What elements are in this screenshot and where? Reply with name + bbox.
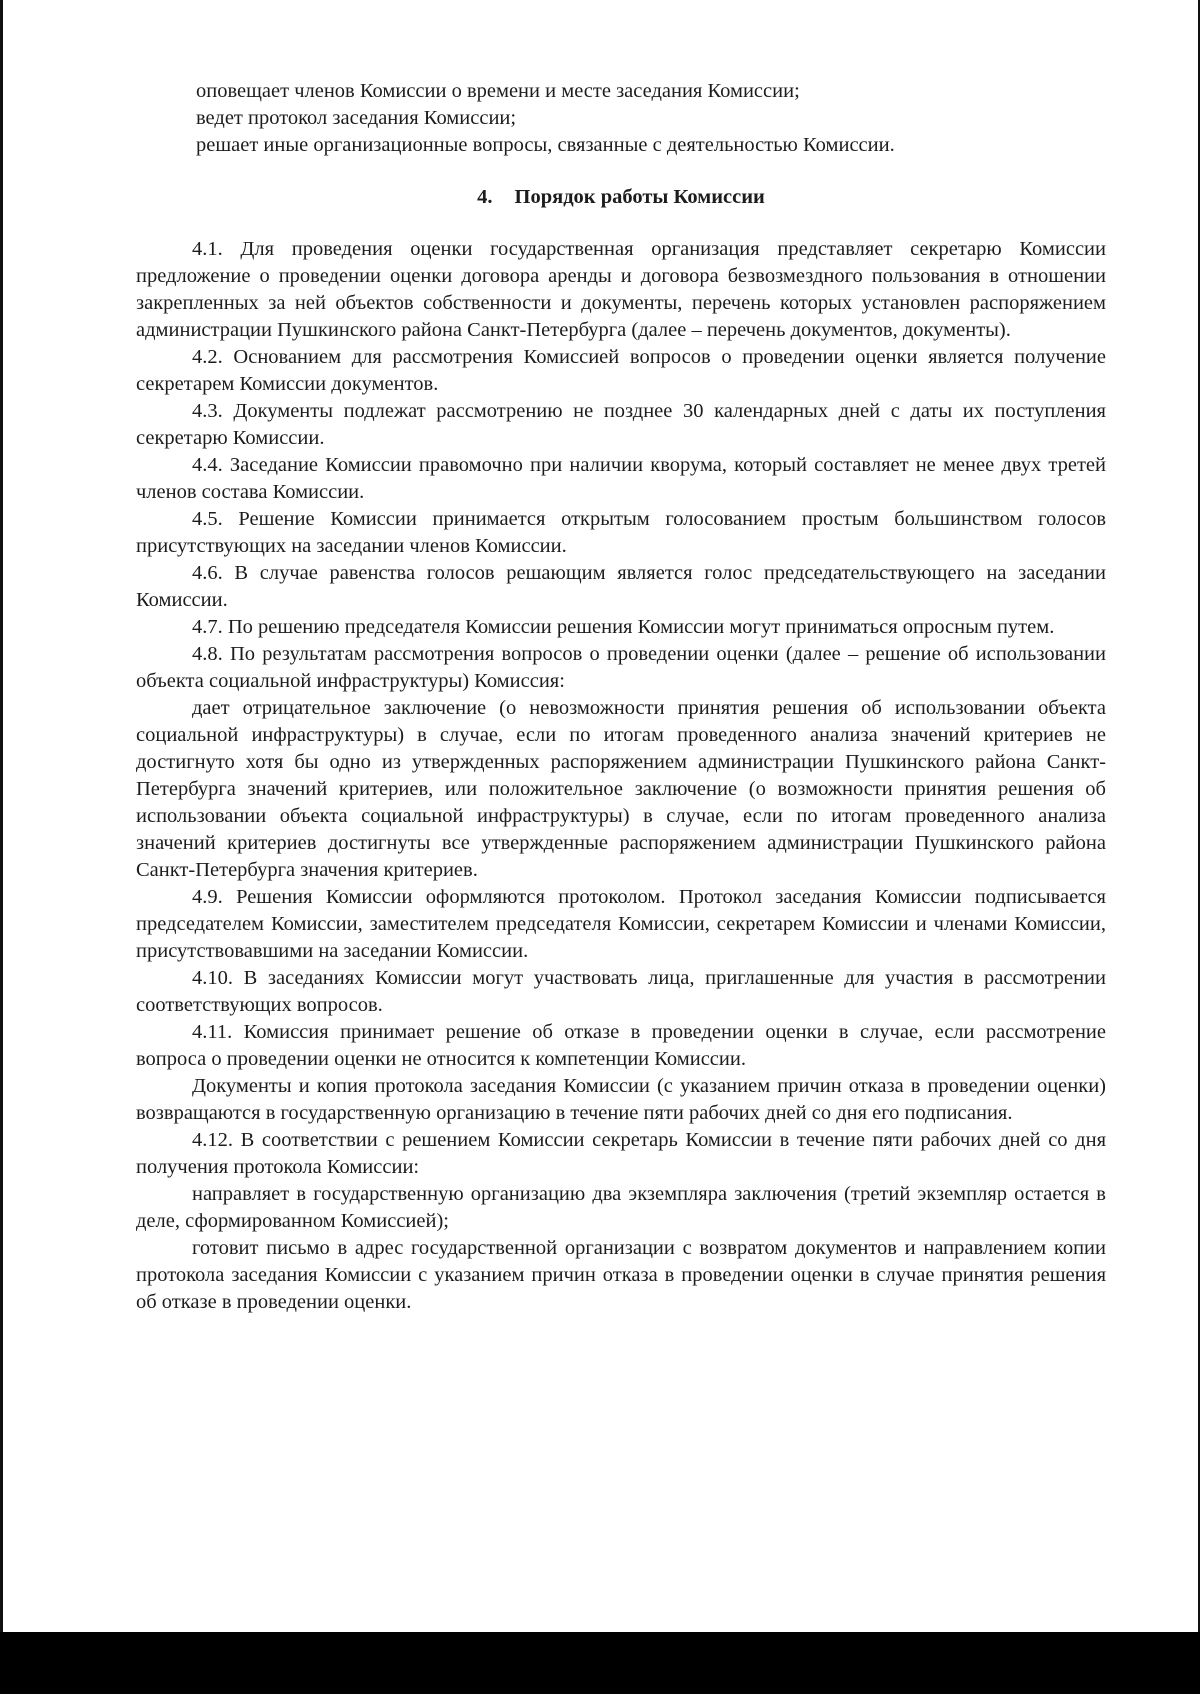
paragraph-4-12-letter: готовит письмо в адрес государственной организации с возвратом документов и направлением копии протокола заседания Комиссии с указанием причин отказа в проведении оценки в случае принятия решения об отказе в проведении оценки. xyxy=(136,1237,1106,1313)
paragraph-4-11-documents: Документы и копия протокола заседания Комиссии (с указанием причин отказа в проведении оценки) возвращаются в государственную организацию в течение пяти рабочих дней со дня его подписания. xyxy=(136,1075,1106,1124)
paragraph-4-10: 4.10. В заседаниях Комиссии могут участвовать лица, приглашенные для участия в рассмотрении соответствующих вопросов. xyxy=(136,967,1106,1016)
paragraph-4-11: 4.11. Комиссия принимает решение об отказе в проведении оценки в случае, если рассмотрение вопроса о проведении оценки не относится к компетенции Комиссии. xyxy=(136,1021,1106,1070)
intro-line-3: решает иные организационные вопросы, связанные с деятельностью Комиссии. xyxy=(196,134,895,156)
section-heading xyxy=(136,184,1106,211)
intro-line-1: оповещает членов Комиссии о времени и месте заседания Комиссии; xyxy=(196,80,800,102)
paragraph-4-4: 4.4. Заседание Комиссии правомочно при наличии кворума, который составляет не менее двух третей членов состава Комиссии. xyxy=(136,454,1106,503)
paragraph-4-3: 4.3. Документы подлежат рассмотрению не позднее 30 календарных дней с даты их поступления секретарю Комиссии. xyxy=(136,400,1106,449)
section-number: 4. xyxy=(477,186,493,208)
intro-line-2: ведет протокол заседания Комиссии; xyxy=(196,107,517,129)
paragraph-4-1: 4.1. Для проведения оценки государственная организация представляет секретарю Комиссии предложение о проведении оценки договора аренды и договора безвозмездного пользования в отношении закрепленных за ней объектов собственности и документы, перечень которых установлен распоряжением администрации Пушкинского района Санкт-Петербурга (далее – перечень документов, документы). xyxy=(136,238,1106,341)
paragraph-4-9: 4.9. Решения Комиссии оформляются протоколом. Протокол заседания Комиссии подписывается председателем Комиссии, заместителем председателя Комиссии, секретарем Комиссии и членами Комиссии, присутствовавшими на заседании Комиссии. xyxy=(136,886,1106,962)
paragraph-4-5: 4.5. Решение Комиссии принимается открытым голосованием простым большинством голосов присутствующих на заседании членов Комиссии. xyxy=(136,508,1106,557)
scan-left-edge xyxy=(0,0,3,1632)
document-page xyxy=(136,78,1106,1316)
scan-bottom-band xyxy=(0,1632,1200,1694)
paragraph-4-7: 4.7. По решению председателя Комиссии решения Комиссии могут приниматься опросным путем. xyxy=(192,616,1055,638)
paragraph-4-8: 4.8. По результатам рассмотрения вопросов о проведении оценки (далее – решение об использовании объекта социальной инфраструктуры) Комиссия: xyxy=(136,643,1106,692)
paragraph-4-6: 4.6. В случае равенства голосов решающим является голос председательствующего на заседании Комиссии. xyxy=(136,562,1106,611)
paragraph-4-8-conclusion: дает отрицательное заключение (о невозможности принятия решения об использовании объекта социальной инфраструктуры) в случае, если по итогам проведенного анализа значений критериев не достигнуто хотя бы одно из утвержденных распоряжением администрации Пушкинского района Санкт-Петербурга значений критериев, или положительное заключение (о возможности принятия решения об использовании объекта социальной инфраструктуры) в случае, если по итогам проведенного анализа значений критериев достигнуты все утвержденные распоряжением администрации Пушкинского района Санкт-Петербурга значения критериев. xyxy=(136,697,1106,881)
paragraph-4-12-sends: направляет в государственную организацию два экземпляра заключения (третий экземпляр остается в деле, сформированном Комиссией); xyxy=(136,1183,1106,1232)
paragraph-4-12: 4.12. В соответствии с решением Комиссии секретарь Комиссии в течение пяти рабочих дней со дня получения протокола Комиссии: xyxy=(136,1129,1106,1178)
paragraph-4-2: 4.2. Основанием для рассмотрения Комиссией вопросов о проведении оценки является получение секретарем Комиссии документов. xyxy=(136,346,1106,395)
section-title: Порядок работы Комиссии xyxy=(514,186,765,208)
